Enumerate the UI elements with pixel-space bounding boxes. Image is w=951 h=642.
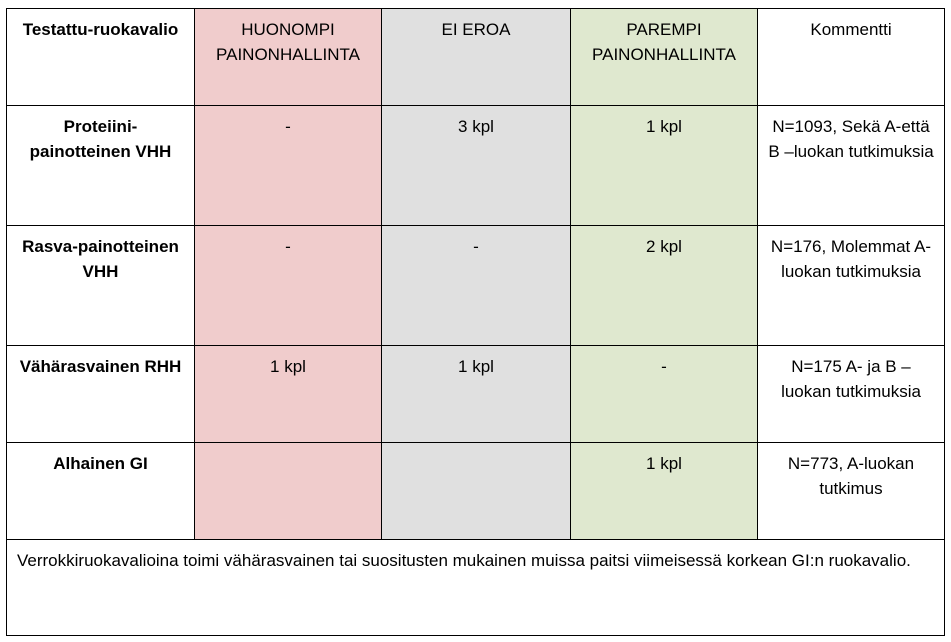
header-better: PAREMPI PAINONHALLINTA [571,9,758,106]
row-worse: 1 kpl [195,346,382,443]
row-worse [195,443,382,540]
header-comment: Kommentti [758,9,945,106]
row-comment: N=1093, Sekä A-että B –luokan tutkimuksia [758,106,945,226]
row-better: 1 kpl [571,106,758,226]
table-row [7,443,945,540]
header-worse: HUONOMPI PAINONHALLINTA [195,9,382,106]
row-comment: N=175 A- ja B –luokan tutkimuksia [758,346,945,443]
row-worse: - [195,226,382,346]
row-worse: - [195,106,382,226]
row-no-difference: 3 kpl [382,106,571,226]
table-row [7,106,945,226]
table-footnote: Verrokkiruokavalioina toimi vähärasvainen tai suositusten mukainen muissa paitsi viimeisessä korkean GI:n ruokavalio. [7,540,945,636]
row-better: 2 kpl [571,226,758,346]
table-row [7,226,945,346]
table-row [7,346,945,443]
row-better: - [571,346,758,443]
row-better: 1 kpl [571,443,758,540]
row-no-difference: - [382,226,571,346]
header-no-difference: EI EROA [382,9,571,106]
header-diet: Testattu-ruokavalio [7,9,195,106]
row-diet: Rasva-painotteinen VHH [7,226,195,346]
row-diet: Alhainen GI [7,443,195,540]
row-diet: Vähärasvainen RHH [7,346,195,443]
row-comment: N=773, A-luokan tutkimus [758,443,945,540]
diet-comparison-table [6,8,945,636]
table-header-row [7,9,945,106]
table-footer-row [7,540,945,636]
row-no-difference [382,443,571,540]
row-diet: Proteiini-painotteinen VHH [7,106,195,226]
row-comment: N=176, Molemmat A-luokan tutkimuksia [758,226,945,346]
row-no-difference: 1 kpl [382,346,571,443]
